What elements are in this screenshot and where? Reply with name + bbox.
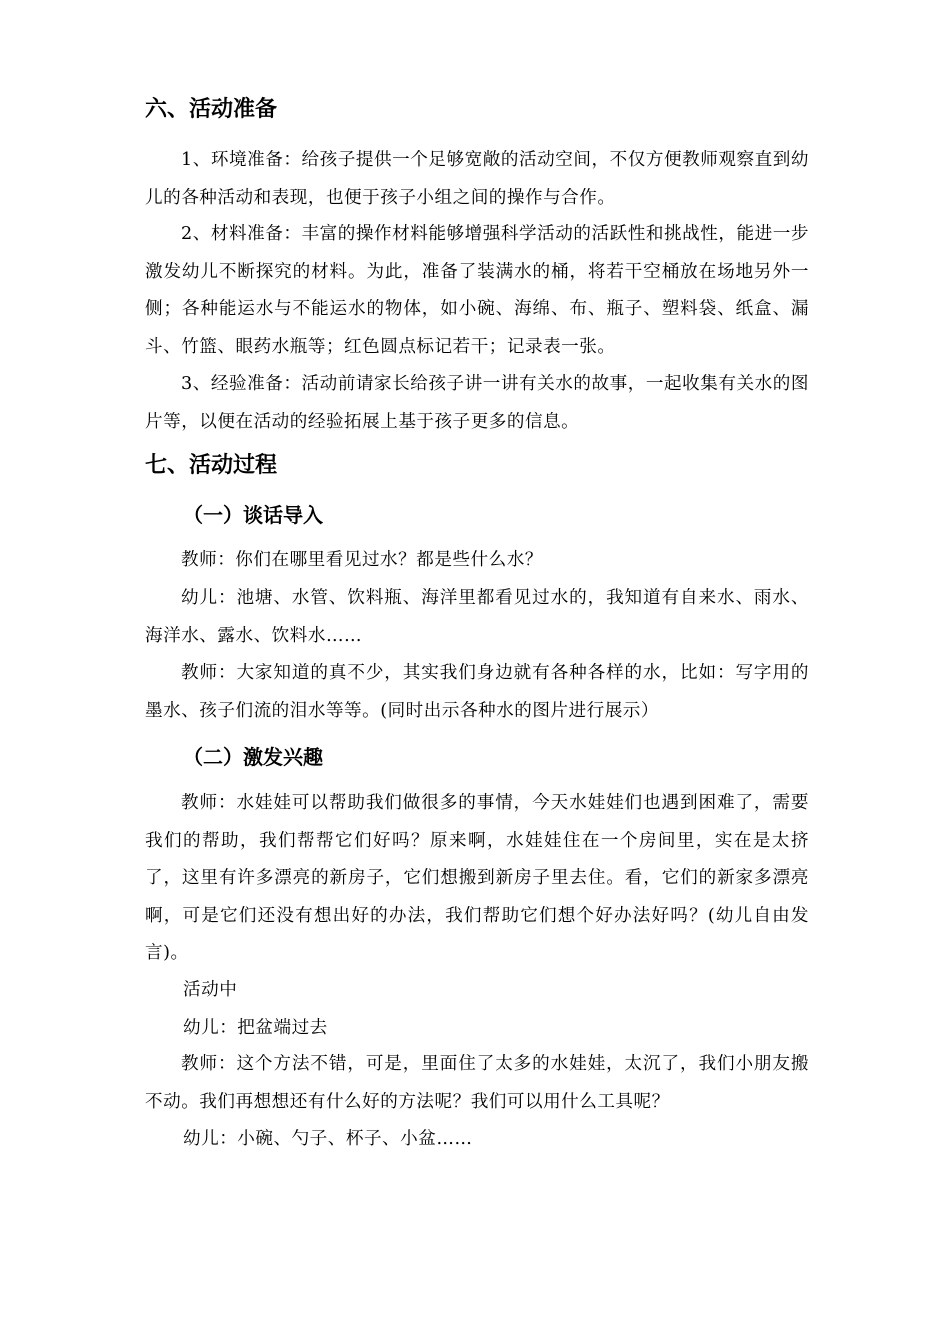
dialogue-teacher-explanation: 教师：大家知道的真不少，其实我们身边就有各种各样的水，比如：写字用的墨水、孩子们流的泪水等等。(同时出示各种水的图片进行展示） — [145, 663, 809, 721]
paragraph-material-prep: 2、材料准备：丰富的操作材料能够增强科学活动的活跃性和挑战性，能进一步激发幼儿不断探究的材料。为此，准备了装满水的桶，将若干空桶放在场地另外一侧；各种能运水与不能运水的物体，如小碗、海绵、布、瓶子、塑料袋、纸盒、漏斗、竹篮、眼药水瓶等；红色圆点标记若干；记录表一张。 — [145, 224, 809, 357]
dialogue-child-suggestion: 幼儿：把盆端过去 — [183, 1018, 328, 1038]
dialogue-teacher-story: 教师：水娃娃可以帮助我们做很多的事情，今天水娃娃们也遇到困难了，需要我们的帮助，我们帮帮它们好吗？原来啊，水娃娃住在一个房间里，实在是太挤了，这里有许多漂亮的新房子，它们想搬到新房子里去住。看，它们的新家多漂亮啊，可是它们还没有想出好的办法，我们帮助它们想个好办法好吗？(幼儿自由发言)。 — [145, 793, 809, 963]
dialogue-child-answer: 幼儿：池塘、水管、饮料瓶、海洋里都看见过水的，我知道有自来水、雨水、海洋水、露水、饮料水…… — [145, 588, 809, 646]
subsection-heading-stimulate-interest: （二）激发兴趣 — [183, 745, 323, 769]
paragraph-experience-prep: 3、经验准备：活动前请家长给孩子讲一讲有关水的故事，一起收集有关水的图片等，以便在活动的经验拓展上基于孩子更多的信息。 — [145, 374, 809, 432]
dialogue-child-tools: 幼儿：小碗、勺子、杯子、小盆…… — [183, 1129, 473, 1149]
dialogue-teacher-question: 教师：你们在哪里看见过水？都是些什么水？ — [181, 550, 543, 570]
subsection-heading-conversation-intro: （一）谈话导入 — [183, 503, 323, 527]
dialogue-teacher-followup: 教师：这个方法不错，可是，里面住了太多的水娃娃，太沉了，我们小朋友搬不动。我们再想想还有什么好的方法呢？我们可以用什么工具呢？ — [145, 1054, 809, 1112]
activity-stage-label: 活动中 — [183, 980, 238, 1000]
section-heading-activity-process: 七、活动过程 — [145, 453, 278, 478]
section-heading-activity-preparation: 六、活动准备 — [145, 97, 278, 122]
paragraph-environment-prep: 1、环境准备：给孩子提供一个足够宽敞的活动空间，不仅方便教师观察直到幼儿的各种活动和表现，也便于孩子小组之间的操作与合作。 — [145, 150, 809, 208]
